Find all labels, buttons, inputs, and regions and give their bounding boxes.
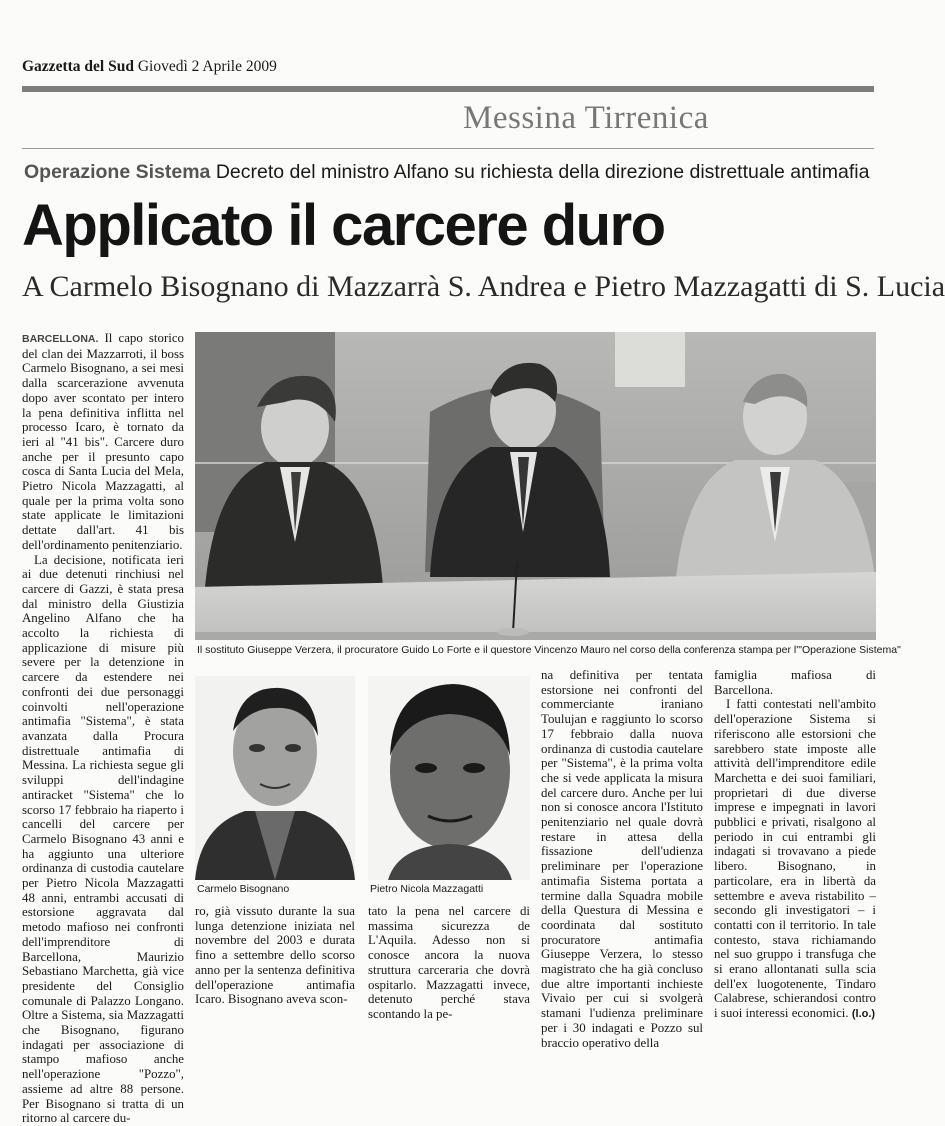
headline: Applicato il carcere duro: [22, 193, 665, 258]
author-signature: (l.o.): [851, 1008, 876, 1021]
press-conference-image: [195, 332, 876, 640]
article-column-2: [195, 904, 355, 1016]
subheadline: A Carmelo Bisognano di Mazzarrà S. Andrea e Pietro Mazzagatti di S. Lucia: [22, 270, 945, 303]
paragraph: famiglia mafiosa di Barcellona.: [714, 668, 876, 697]
portrait-mazzagatti: [368, 676, 530, 880]
newspaper-name: Gazzetta del Sud: [22, 58, 134, 75]
article-column-3: [368, 904, 530, 1021]
paragraph: ro, già vissuto durante la sua lunga detenzione iniziata nel novembre del 2003 e durata fino a settembre dello scorso anno per la sentenza definitiva dell'operazione antimafia Icaro. Bisognano aveva scon-: [195, 904, 355, 1007]
paragraph: na definitiva per tentata estorsione nei confronti del commerciante iraniano Toulujan e raggiunto lo scorso 17 febbraio dalla nuova ordinanza di custodia cautelare per "Sistema", è la prima volta che si vede applicata la misura del carcere duro. Anche per lui non si conosce ancora l'Istituto penitenziario nel quale dovrà restare in attesa della fissazione dell'udienza preliminare per l'operazione antimafia Sistema portata a termine dalla Squadra mobile della Questura di Messina e coordinata dal sostituto procuratore antimafia Giuseppe Verzera, lo stesso magistrato che ha già concluso due altre importanti inchieste Vivaio per cui si svolgerà stamani l'udienza preliminare per i 30 indagati e Pozzo sul braccio operativo della: [541, 668, 703, 1050]
dateline: BARCELLONA.: [22, 333, 99, 345]
paragraph: I fatti contestati nell'ambito dell'operazione Sistema si riferiscono alle estorsioni che sarebbero state imposte alle attività dell'imprenditore edile Marchetta e dei suoi familiari, proprietari di due diverse imprese e impegnati in lavori pubblici e privati, risalgono al periodo in cui entrambi gli indagati si trovavano a piede libero. Bisognano, in particolare, era in libertà da settembre e aveva ristabilito – secondo gli investigatori – i contatti con il territorio. In tale contesto, stava richiamando nel suo gruppo i transfuga che si erano allontanati sulla scia dell'ex luogotenente, Tindaro Calabrese, schierandosi contro i suoi interessi economici.: [714, 697, 876, 1021]
paragraph: tato la pena nel carcere di massima sicurezza de L'Aquila. Adesso non si conosce ancora la nuova struttura carceraria che dovrà ospitarlo. Mazzagatti invece, detenuto perché stava scontando la pe-: [368, 904, 530, 1021]
header-rule: [22, 86, 874, 92]
paragraph: La decisione, notificata ieri ai due detenuti rinchiusi nel carcere di Gazzi, è stata presa dal ministro della Giustizia Angelino Alfano che ha accolto la richiesta di applicazione di misure più severe per la detenzione in carcere da estendere nei confronti dei due personaggi coinvolti nell'operazione antimafia "Sistema", è stata avanzata dalla Procura distrettuale antimafia di Messina. La richiesta segue gli sviluppi dell'indagine antiracket "Sistema" che lo scorso 17 febbraio ha riaperto i cancelli del carcere per Carmelo Bisognano 43 anni e ha aggiunto una ulteriore ordinanza di custodia cautelare per Pietro Nicola Mazzagatti 48 anni, entrambi accusati di estorsione aggravata dal metodo mafioso nei confronti dell'imprenditore di Barcellona, Maurizio Sebastiano Marchetta, già vice presidente del Consiglio comunale di Palazzo Longano. Oltre a Sistema, sia Mazzagatti che Bisognano, figurano indagati per associazione di stampo mafioso anche nell'operazione "Pozzo", assieme ad altre 88 persone. Per Bisognano si tratta di un ritorno al carcere du-: [22, 552, 184, 1126]
portrait-bisognano: [195, 676, 355, 880]
masthead: [22, 58, 277, 76]
article-column-4: [541, 668, 703, 1050]
article-column-1: [22, 331, 184, 1126]
portrait-mazzagatti-image: [368, 676, 530, 880]
portrait-2-caption: Pietro Nicola Mazzagatti: [370, 883, 484, 895]
article-column-5: [714, 668, 876, 1021]
paragraph: Il capo storico del clan dei Mazzarroti, il boss Carmelo Bisognano, a sei mesi dalla scarcerazione avvenuta dopo aver scontato per intero la pena definitiva inflitta nel processo Icaro, è tornato da ieri al "41 bis". Carcere duro anche per il presunto capo cosca di Santa Lucia del Mela, Pietro Nicola Mazzagatti, al quale per la prima volta sono state applicate le limitazioni dettate dall'art. 41 bis dell'ordinamento penitenziario.: [22, 331, 184, 552]
issue-date: Giovedì 2 Aprile 2009: [137, 58, 277, 75]
photo-caption: Il sostituto Giuseppe Verzera, il procuratore Guido Lo Forte e il questore Vincenzo Mauro nel corso della conferenza stampa per l'"Operazione Sistema": [197, 644, 901, 656]
press-conference-photo: [195, 332, 876, 640]
kicker-text: Decreto del ministro Alfano su richiesta della direzione distrettuale antimafia: [215, 161, 870, 183]
portrait-bisognano-image: [195, 676, 355, 880]
portrait-1-caption: Carmelo Bisognano: [197, 883, 290, 895]
section-title: Messina Tirrenica: [463, 100, 709, 136]
kicker-label: Operazione Sistema: [24, 161, 211, 183]
kicker: [24, 161, 869, 184]
section-rule: [22, 148, 874, 149]
